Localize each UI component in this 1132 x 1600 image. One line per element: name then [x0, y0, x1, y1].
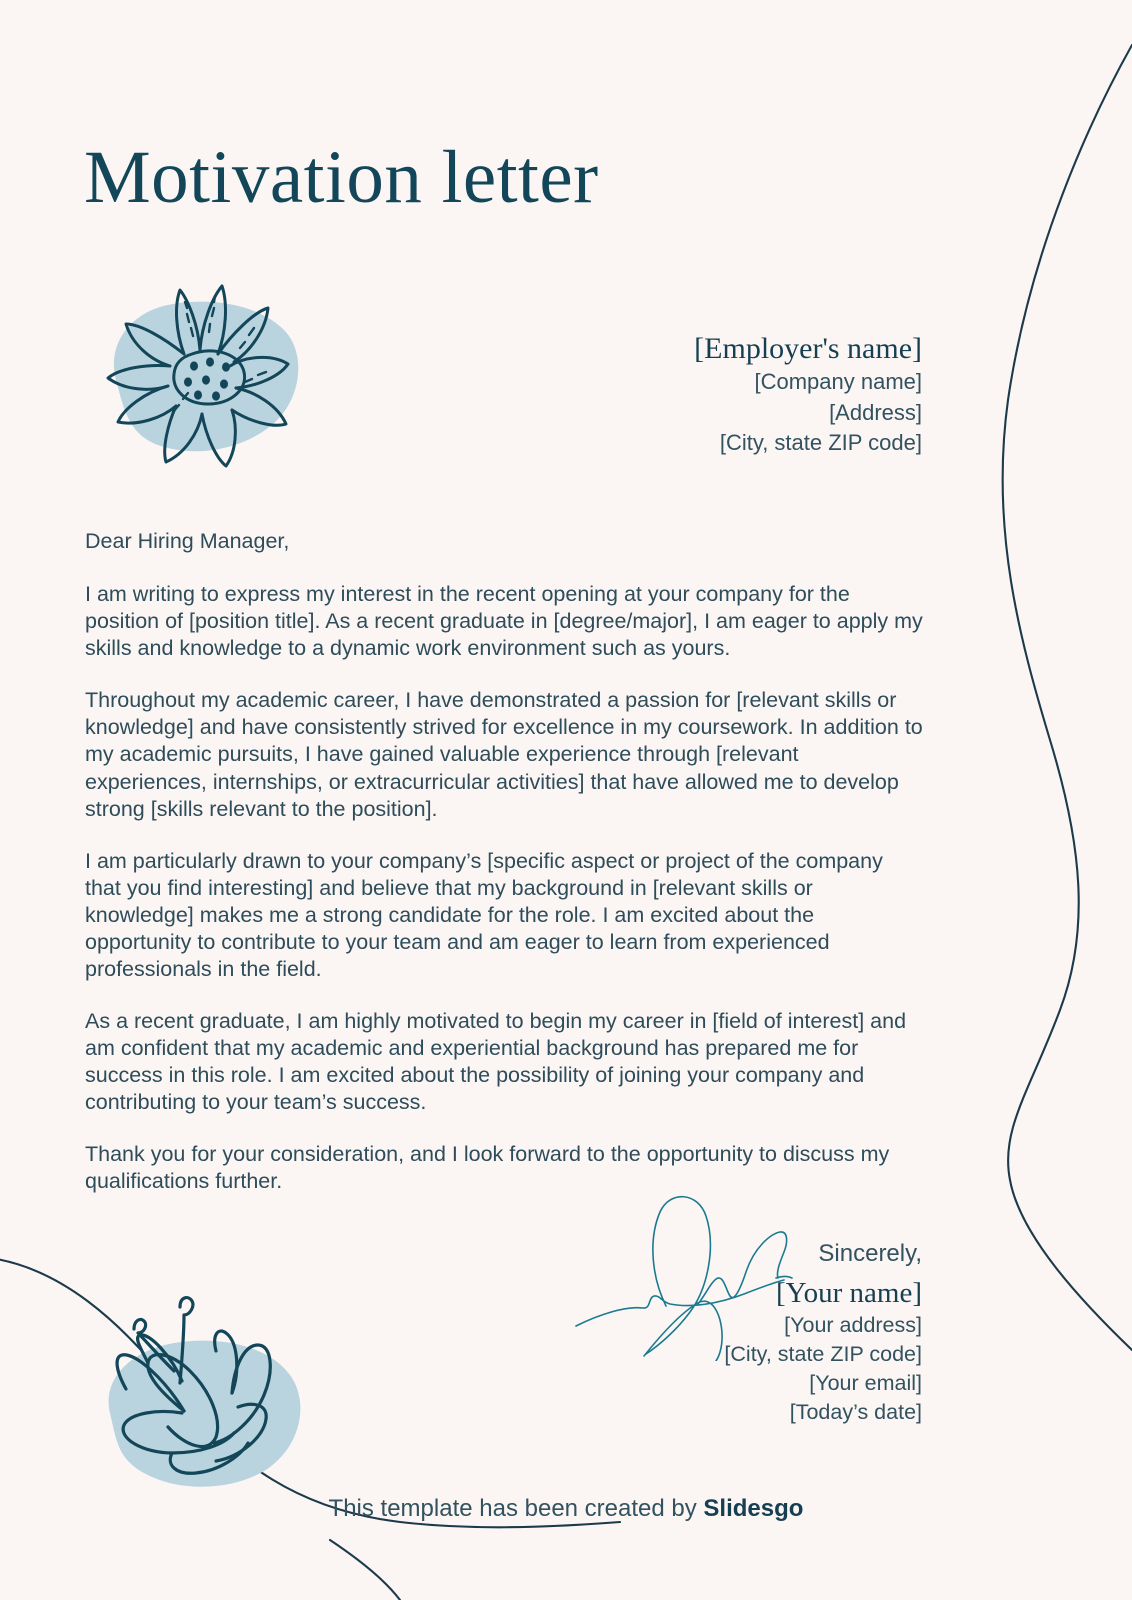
- letter-paragraph-2: Throughout my academic career, I have demonstrated a passion for [relevant skills or knowledge] and have consistently strived for excellence in my coursework. In addition to my academic pursuits, I have gained valuable experience through [relevant experiences, internships, or extracurricular activities] that have allowed me to develop strong [skills relevant to the position].: [85, 688, 923, 821]
- employer-city-state-zip: [City, state ZIP code]: [719, 430, 922, 456]
- letter-body: [85, 528, 923, 1196]
- your-name: [Your name]: [775, 1276, 922, 1309]
- employer-name: [Employer's name]: [694, 332, 922, 365]
- your-city-state-zip: [City, state ZIP code]: [724, 1341, 922, 1366]
- letter-paragraph-4: As a recent graduate, I am highly motivated to begin my career in [field of interest] and am confident that my academic and experiential background has prepared me for success in this role. I am excited about the possibility of joining your company and contributing to your team’s success.: [85, 1009, 907, 1115]
- page-title: Motivation letter: [84, 136, 599, 219]
- footer-credit: [0, 1495, 1132, 1523]
- employer-company: [Company name]: [754, 368, 922, 394]
- lotus-flower-illustration: [88, 1285, 318, 1495]
- letter-paragraph-1: I am writing to express my interest in the recent opening at your company for the position of [position title]. As a recent graduate in [degree/major], I am eager to apply my skills and knowledge to a dynamic work environment such as yours.: [85, 582, 923, 661]
- employer-address: [Address]: [829, 399, 922, 425]
- decorative-curve-footer: [330, 1540, 400, 1600]
- your-address: [Your address]: [784, 1312, 922, 1337]
- closing-block: [724, 1240, 922, 1427]
- salutation: Dear Hiring Manager,: [85, 529, 290, 553]
- footer-text: This template has been created by: [328, 1495, 704, 1522]
- your-email: [Your email]: [809, 1370, 922, 1395]
- decorative-curve-right: [1003, 45, 1132, 1350]
- sincerely-label: Sincerely,: [818, 1240, 922, 1267]
- todays-date: [Today’s date]: [789, 1399, 922, 1424]
- daisy-flower-illustration: [88, 262, 308, 477]
- letter-paragraph-5: Thank you for your consideration, and I look forward to the opportunity to discuss my qualifications further.: [85, 1142, 890, 1194]
- letter-paragraph-3: I am particularly drawn to your company’s [specific aspect or project of the company that you find interesting] and believe that my background in [relevant skills or knowledge] makes me a strong candidate for the role. I am excited about the opportunity to contribute to your team and am eager to learn from experienced professionals in the field.: [85, 848, 883, 982]
- employer-address-block: [694, 332, 922, 459]
- footer-brand: Slidesgo: [703, 1495, 804, 1522]
